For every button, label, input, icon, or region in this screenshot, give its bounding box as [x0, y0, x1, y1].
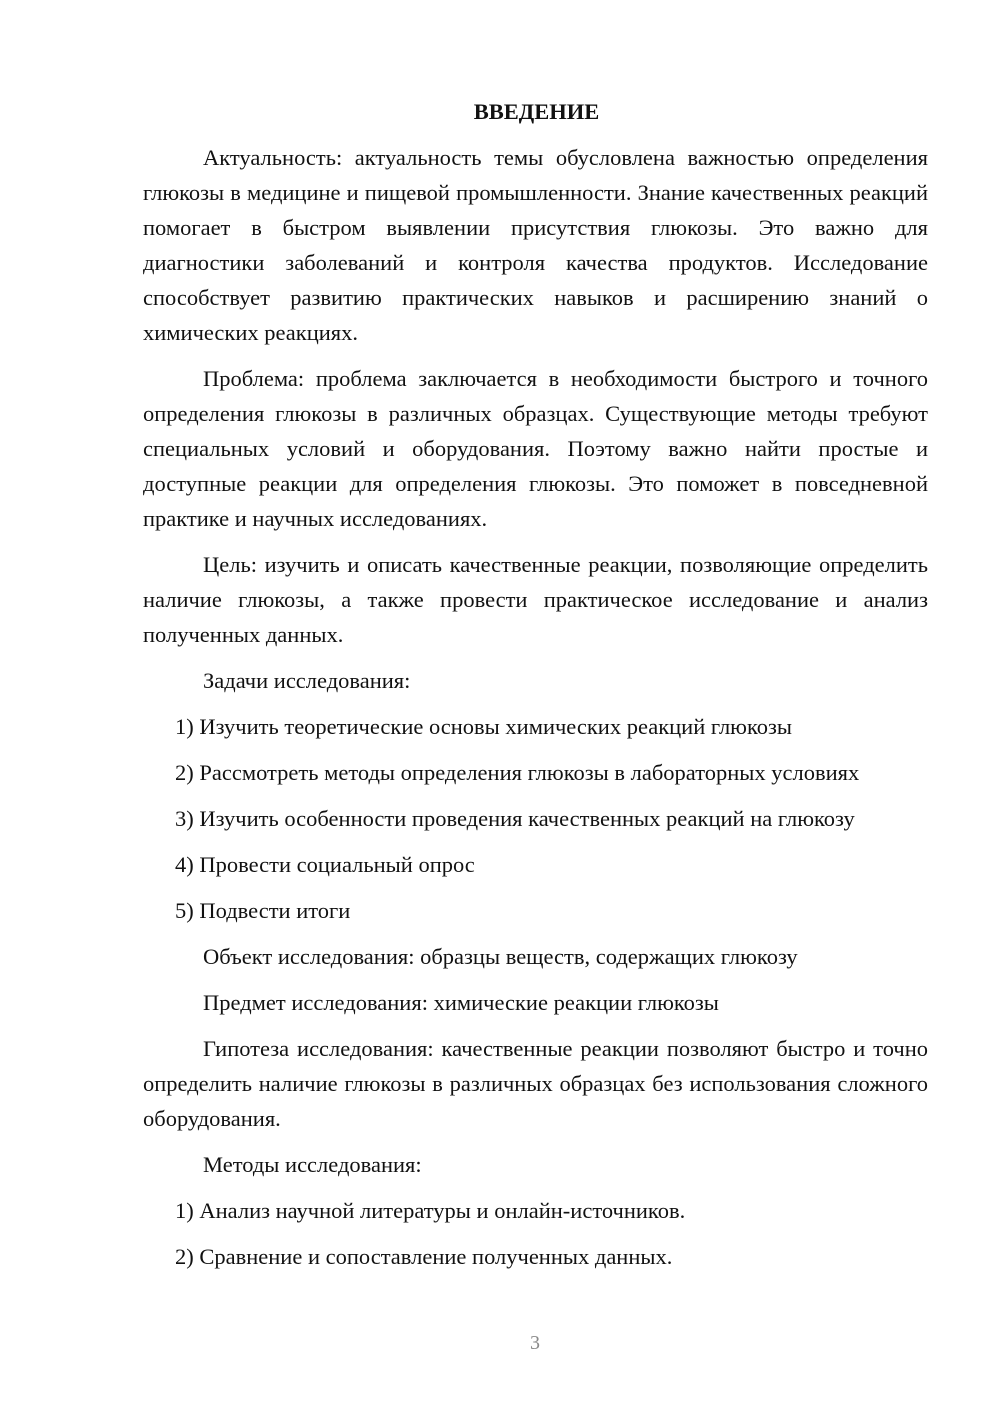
task-item-5: 5) Подвести итоги — [175, 898, 351, 923]
method-item-2: 2) Сравнение и сопоставление полученных данных. — [175, 1244, 673, 1269]
page-title: ВВЕДЕНИЕ — [473, 99, 600, 124]
page-number: 3 — [530, 1332, 540, 1354]
task-item-4: 4) Провести социальный опрос — [175, 852, 475, 877]
document-page — [143, 94, 928, 1285]
subject-paragraph: Предмет исследования: химические реакции глюкозы — [203, 990, 719, 1015]
method-item-1: 1) Анализ научной литературы и онлайн-источников. — [175, 1198, 686, 1223]
methods-heading: Методы исследования: — [203, 1152, 422, 1177]
task-item-1: 1) Изучить теоретические основы химических реакций глюкозы — [175, 714, 793, 739]
task-item-2: 2) Рассмотреть методы определения глюкозы в лабораторных условиях — [175, 760, 860, 785]
relevance-paragraph: Актуальность: актуальность темы обусловлена важностью определения глюкозы в медицине и пищевой промышленности. Знание качественных реакций помогает в быстром выявлении присутствия глюкозы. Это важно для диагностики заболеваний и контроля качества продуктов. Исследование способствует развитию практических навыков и расширению знаний о химических реакциях. — [143, 145, 928, 345]
problem-paragraph: Проблема: проблема заключается в необходимости быстрого и точного определения глюкозы в различных образцах. Существующие методы требуют специальных условий и оборудования. Поэтому важно найти простые и доступные реакции для определения глюкозы. Это поможет в повседневной практике и научных исследованиях. — [143, 366, 928, 531]
task-item-3: 3) Изучить особенности проведения качественных реакций на глюкозу — [175, 806, 855, 831]
hypothesis-paragraph: Гипотеза исследования: качественные реакции позволяют быстро и точно определить наличие глюкозы в различных образцах без использования сложного оборудования. — [143, 1036, 928, 1131]
object-paragraph: Объект исследования: образцы веществ, содержащих глюкозу — [203, 944, 798, 969]
tasks-heading: Задачи исследования: — [203, 668, 411, 693]
goal-paragraph: Цель: изучить и описать качественные реакции, позволяющие определить наличие глюкозы, а также провести практическое исследование и анализ полученных данных. — [143, 552, 928, 647]
